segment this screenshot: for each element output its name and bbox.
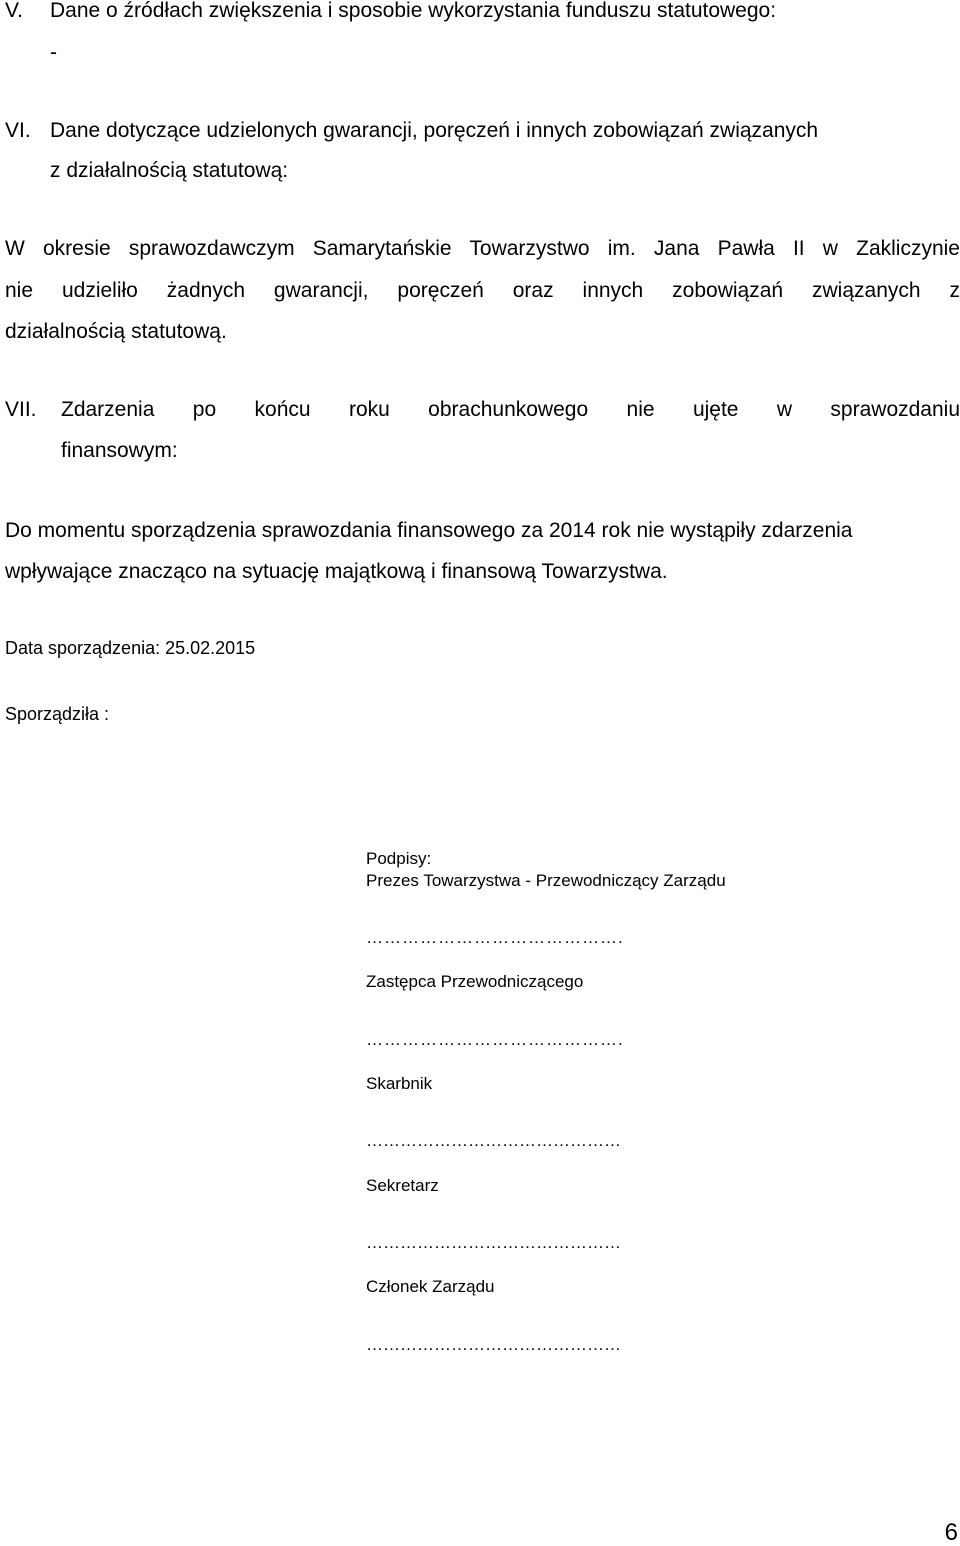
signatures-header: Podpisy: [366,849,432,868]
section-vi-body-line1: W okresie sprawozdawczym Samarytańskie Towarzystwo im. Jana Pawła II w Zakliczynie [5,237,960,260]
preparation-date: Data sporządzenia: 25.02.2015 [5,638,256,658]
section-vi-title-line1: Dane dotyczące udzielonych gwarancji, poręczeń i innych zobowiązań związanych [50,119,819,142]
section-vii-body-line1: Do momentu sporządzenia sprawozdania finansowego za 2014 rok nie wystąpiły zdarzenia [5,519,853,542]
signature-role-treasurer: Skarbnik [366,1074,433,1093]
section-vi-title-line2: z działalnością statutową: [50,159,289,182]
section-v-number: V. [5,0,23,22]
signature-line-president: ……………………………………. [366,928,624,947]
section-v-content: - [50,41,57,64]
section-vii-number: VII. [5,398,37,421]
signature-role-deputy: Zastępca Przewodniczącego [366,972,584,991]
signature-role-secretary: Sekretarz [366,1176,439,1195]
prepared-by-label: Sporządziła : [5,704,110,724]
section-v-title: Dane o źródłach zwiększenia i sposobie wykorzystania funduszu statutowego: [50,0,777,22]
signature-line-secretary: ……………………………………… [366,1233,621,1252]
signature-role-president: Prezes Towarzystwa - Przewodniczący Zarządu [366,871,726,890]
section-vi-number: VI. [5,119,31,142]
section-vi-body-line3: działalnością statutową. [5,320,227,343]
section-vi-body-line2: nie udzieliło żadnych gwarancji, poręczeń oraz innych zobowiązań związanych z [5,279,960,302]
section-vii-title-line2: finansowym: [61,439,178,462]
signature-role-board-member: Członek Zarządu [366,1277,495,1296]
signature-line-deputy: ……………………………………. [366,1030,624,1049]
signature-line-board-member: ……………………………………… [366,1335,621,1354]
section-vii-body-line2: wpływające znacząco na sytuację majątkową i finansową Towarzystwa. [5,560,668,583]
signature-line-treasurer: ……………………………………… [366,1131,621,1150]
section-vii-title-line1: Zdarzenia po końcu roku obrachunkowego nie ujęte w sprawozdaniu [61,398,960,421]
page-number: 6 [944,1519,958,1546]
